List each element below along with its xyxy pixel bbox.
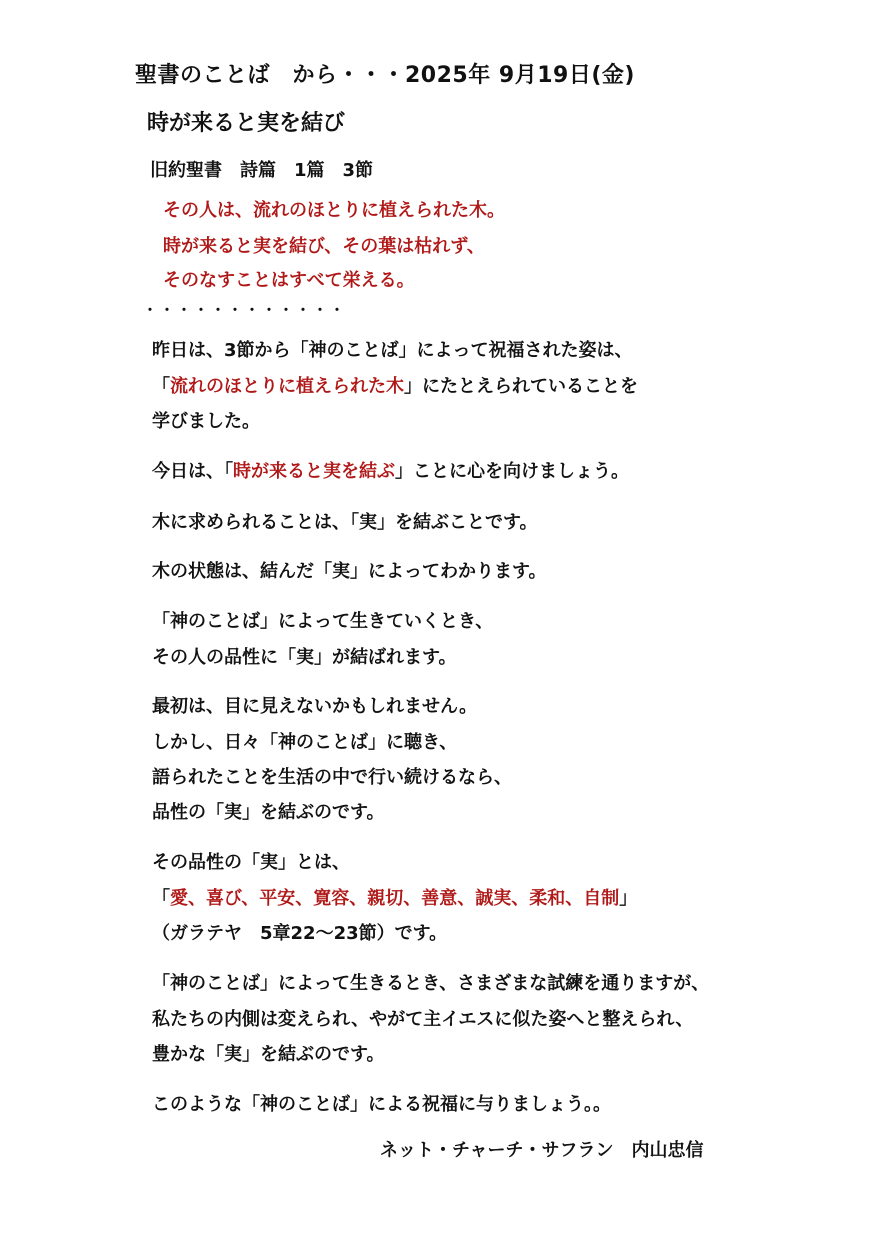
page-subtitle: 時が来ると実を結び [147,111,346,136]
paragraph-1-line-1: 昨日は、3節から「神のことば」によって祝福された姿は、 [152,340,633,361]
paragraph-1-line-2 [152,372,638,398]
paragraph-7-line-2 [152,884,637,910]
scripture-verse-1: その人は、流れのほとりに植えられた木。 [163,200,505,221]
paragraph-1-line-3: 学びました。 [152,411,260,432]
bracket-open: 「 [152,888,170,909]
author-signature: ネット・チャーチ・サフラン 内山忠信 [380,1140,704,1161]
paragraph-7-line-1: その品性の「実」とは、 [152,852,350,873]
paragraph-6-line-2: しかし、日々「神のことば」に聴き、 [152,732,458,753]
highlight-fruits-of-spirit: 愛、喜び、平安、寛容、親切、善意、誠実、柔和、自制 [170,888,620,909]
paragraph-6-line-4: 品性の「実」を結ぶのです。 [152,802,385,823]
paragraph-4: 木の状態は、結んだ「実」によってわかります。 [152,561,547,582]
bracket-close: 」 [619,888,638,909]
highlight-bear-fruit: 時が来ると実を結ぶ [233,461,395,482]
paragraph-8-line-1: 「神のことば」によって生きるとき、さまざまな試練を通りますが、 [152,973,710,994]
section-separator: ・・・・・・・・・・・・ [143,303,347,319]
highlight-tree-by-stream: 流れのほとりに植えられた木 [170,376,404,397]
paragraph-5-line-1: 「神のことば」によって生きていくとき、 [152,611,494,632]
paragraph-2 [152,457,629,483]
paragraph-6-line-1: 最初は、目に見えないかもしれません。 [152,696,478,717]
paragraph-3: 木に求められることは、「実」を結ぶことです。 [152,512,538,533]
paragraph-5-line-2: その人の品性に「実」が結ばれます。 [152,647,457,668]
paragraph-2-end: 」ことに心を向けましょう。 [395,461,629,482]
paragraph-2-start: 今日は、「 [152,461,233,482]
bracket-open: 「 [152,376,170,397]
scripture-verse-3: そのなすことはすべて栄える。 [163,270,415,291]
scripture-reference: 旧約聖書 詩篇 1篇 3節 [150,160,374,181]
paragraph-1-line-2-rest: 」にたとえられていることを [404,376,638,397]
paragraph-7-line-3: （ガラテヤ 5章22～23節）です。 [152,923,448,944]
page-title: 聖書のことば から・・・2025年 9月19日(金) [135,63,635,88]
paragraph-8-line-3: 豊かな「実」を結ぶのです。 [152,1044,385,1065]
paragraph-6-line-3: 語られたことを生活の中で行い続けるなら、 [152,767,512,788]
paragraph-9: このような「神のことば」による祝福に与りましょう。。 [152,1094,611,1115]
scripture-verse-2: 時が来ると実を結び、その葉は枯れず、 [163,236,485,257]
paragraph-8-line-2: 私たちの内側は変えられ、やがて主イエスに似た姿へと整えられ、 [152,1009,694,1030]
